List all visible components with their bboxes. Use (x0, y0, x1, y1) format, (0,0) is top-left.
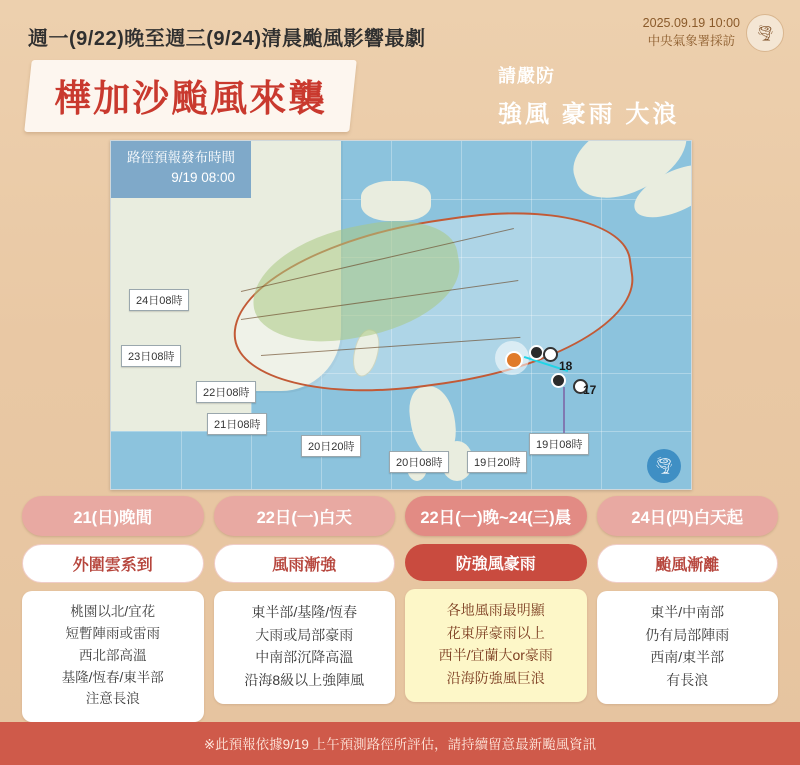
timeline-column-4 (597, 496, 779, 722)
page-title: 樺加沙颱風來襲 (54, 78, 328, 119)
column-phase-4: 颱風漸離 (597, 544, 779, 583)
track-label-23日08時: 23日08時 (121, 345, 181, 367)
timeline-column-3 (405, 496, 587, 722)
past-point-2 (543, 347, 558, 362)
stamp-line-2: 9/19 08:00 (171, 170, 235, 186)
footer-note: ※此預報依據9/19 上午預測路徑所評估，請持續留意最新颱風資訊 (0, 722, 800, 765)
track-label-19日08時: 19日08時 (529, 433, 589, 455)
issue-time: 2025.09.19 10:00 (642, 16, 740, 30)
stamp-line-1: 路徑預報發布時間 (127, 150, 235, 165)
detail-line: 西北部高溫 (79, 647, 147, 663)
detail-line: 有長浪 (666, 672, 709, 689)
warning-line-2: 強風 豪雨 大浪 (498, 101, 680, 128)
track-label-22日08時: 22日08時 (196, 381, 256, 403)
detail-line: 短暫陣雨或雷雨 (65, 625, 160, 641)
warning-line-1: 請嚴防 (498, 66, 555, 86)
landmass-east-china (361, 181, 431, 221)
past-point-3 (551, 373, 566, 388)
detail-line: 桃園以北/宜花 (70, 604, 156, 619)
column-details-4 (597, 591, 779, 704)
past-point-1 (529, 345, 544, 360)
detail-line: 西南/東半部 (650, 649, 725, 666)
track-label-24日08時: 24日08時 (129, 289, 189, 311)
track-label-19日20時: 19日20時 (467, 451, 527, 473)
column-details-3 (405, 589, 587, 702)
timeline-columns (22, 496, 778, 722)
column-date-3: 22日(一)晚~24(三)晨 (405, 496, 587, 536)
typhoon-center-icon (505, 351, 523, 369)
title-warning (498, 62, 679, 129)
track-label-20日08時: 20日08時 (389, 451, 449, 473)
detail-line: 仍有局部陣雨 (645, 626, 730, 643)
title-area (28, 60, 772, 128)
forecast-track-map[interactable] (110, 140, 692, 490)
column-date-2: 22日(一)白天 (214, 496, 396, 536)
column-date-1: 21(日)晚間 (22, 496, 204, 536)
detail-line: 東半部/基隆/恆春 (251, 604, 358, 620)
header-meta (643, 14, 740, 50)
column-phase-3: 防強風豪雨 (405, 544, 587, 581)
column-details-2 (214, 591, 396, 704)
detail-line: 中南部沉降高溫 (255, 649, 354, 666)
detail-line: 基隆/恆春/東半部 (61, 669, 164, 685)
detail-line: 大雨或局部豪雨 (255, 626, 354, 643)
header-subtitle: 週一(9/22)晚至週三(9/24)清晨颱風影響最劇 (28, 28, 426, 50)
timeline-column-2 (214, 496, 396, 722)
typhoon-swirl-icon: 🌪 (647, 449, 681, 483)
timeline-column-1 (22, 496, 204, 722)
detail-line: 花東屏豪雨以上 (446, 624, 545, 641)
detail-line: 沿海8級以上強陣風 (244, 672, 365, 689)
detail-line: 注意長浪 (85, 691, 140, 707)
title-banner (24, 60, 357, 132)
agency-name: 中央氣象署採訪 (647, 34, 736, 49)
detail-line: 東半/中南部 (650, 604, 725, 620)
past-label-17: 17 (583, 383, 597, 397)
track-label-20日20時: 20日20時 (301, 435, 361, 457)
column-details-1 (22, 591, 204, 722)
detail-line: 西半/宜蘭大or豪雨 (438, 647, 553, 664)
track-label-21日08時: 21日08時 (207, 413, 267, 435)
detail-line: 沿海防強風巨浪 (446, 670, 545, 687)
column-date-4: 24日(四)白天起 (597, 496, 779, 536)
past-label-18: 18 (559, 359, 573, 373)
column-phase-1: 外圍雲系到 (22, 544, 204, 583)
detail-line: 各地風雨最明顯 (446, 602, 545, 618)
column-phase-2: 風雨漸強 (214, 544, 396, 583)
issue-stamp (111, 141, 251, 198)
cwa-logo-icon: 🌪 (746, 14, 784, 52)
